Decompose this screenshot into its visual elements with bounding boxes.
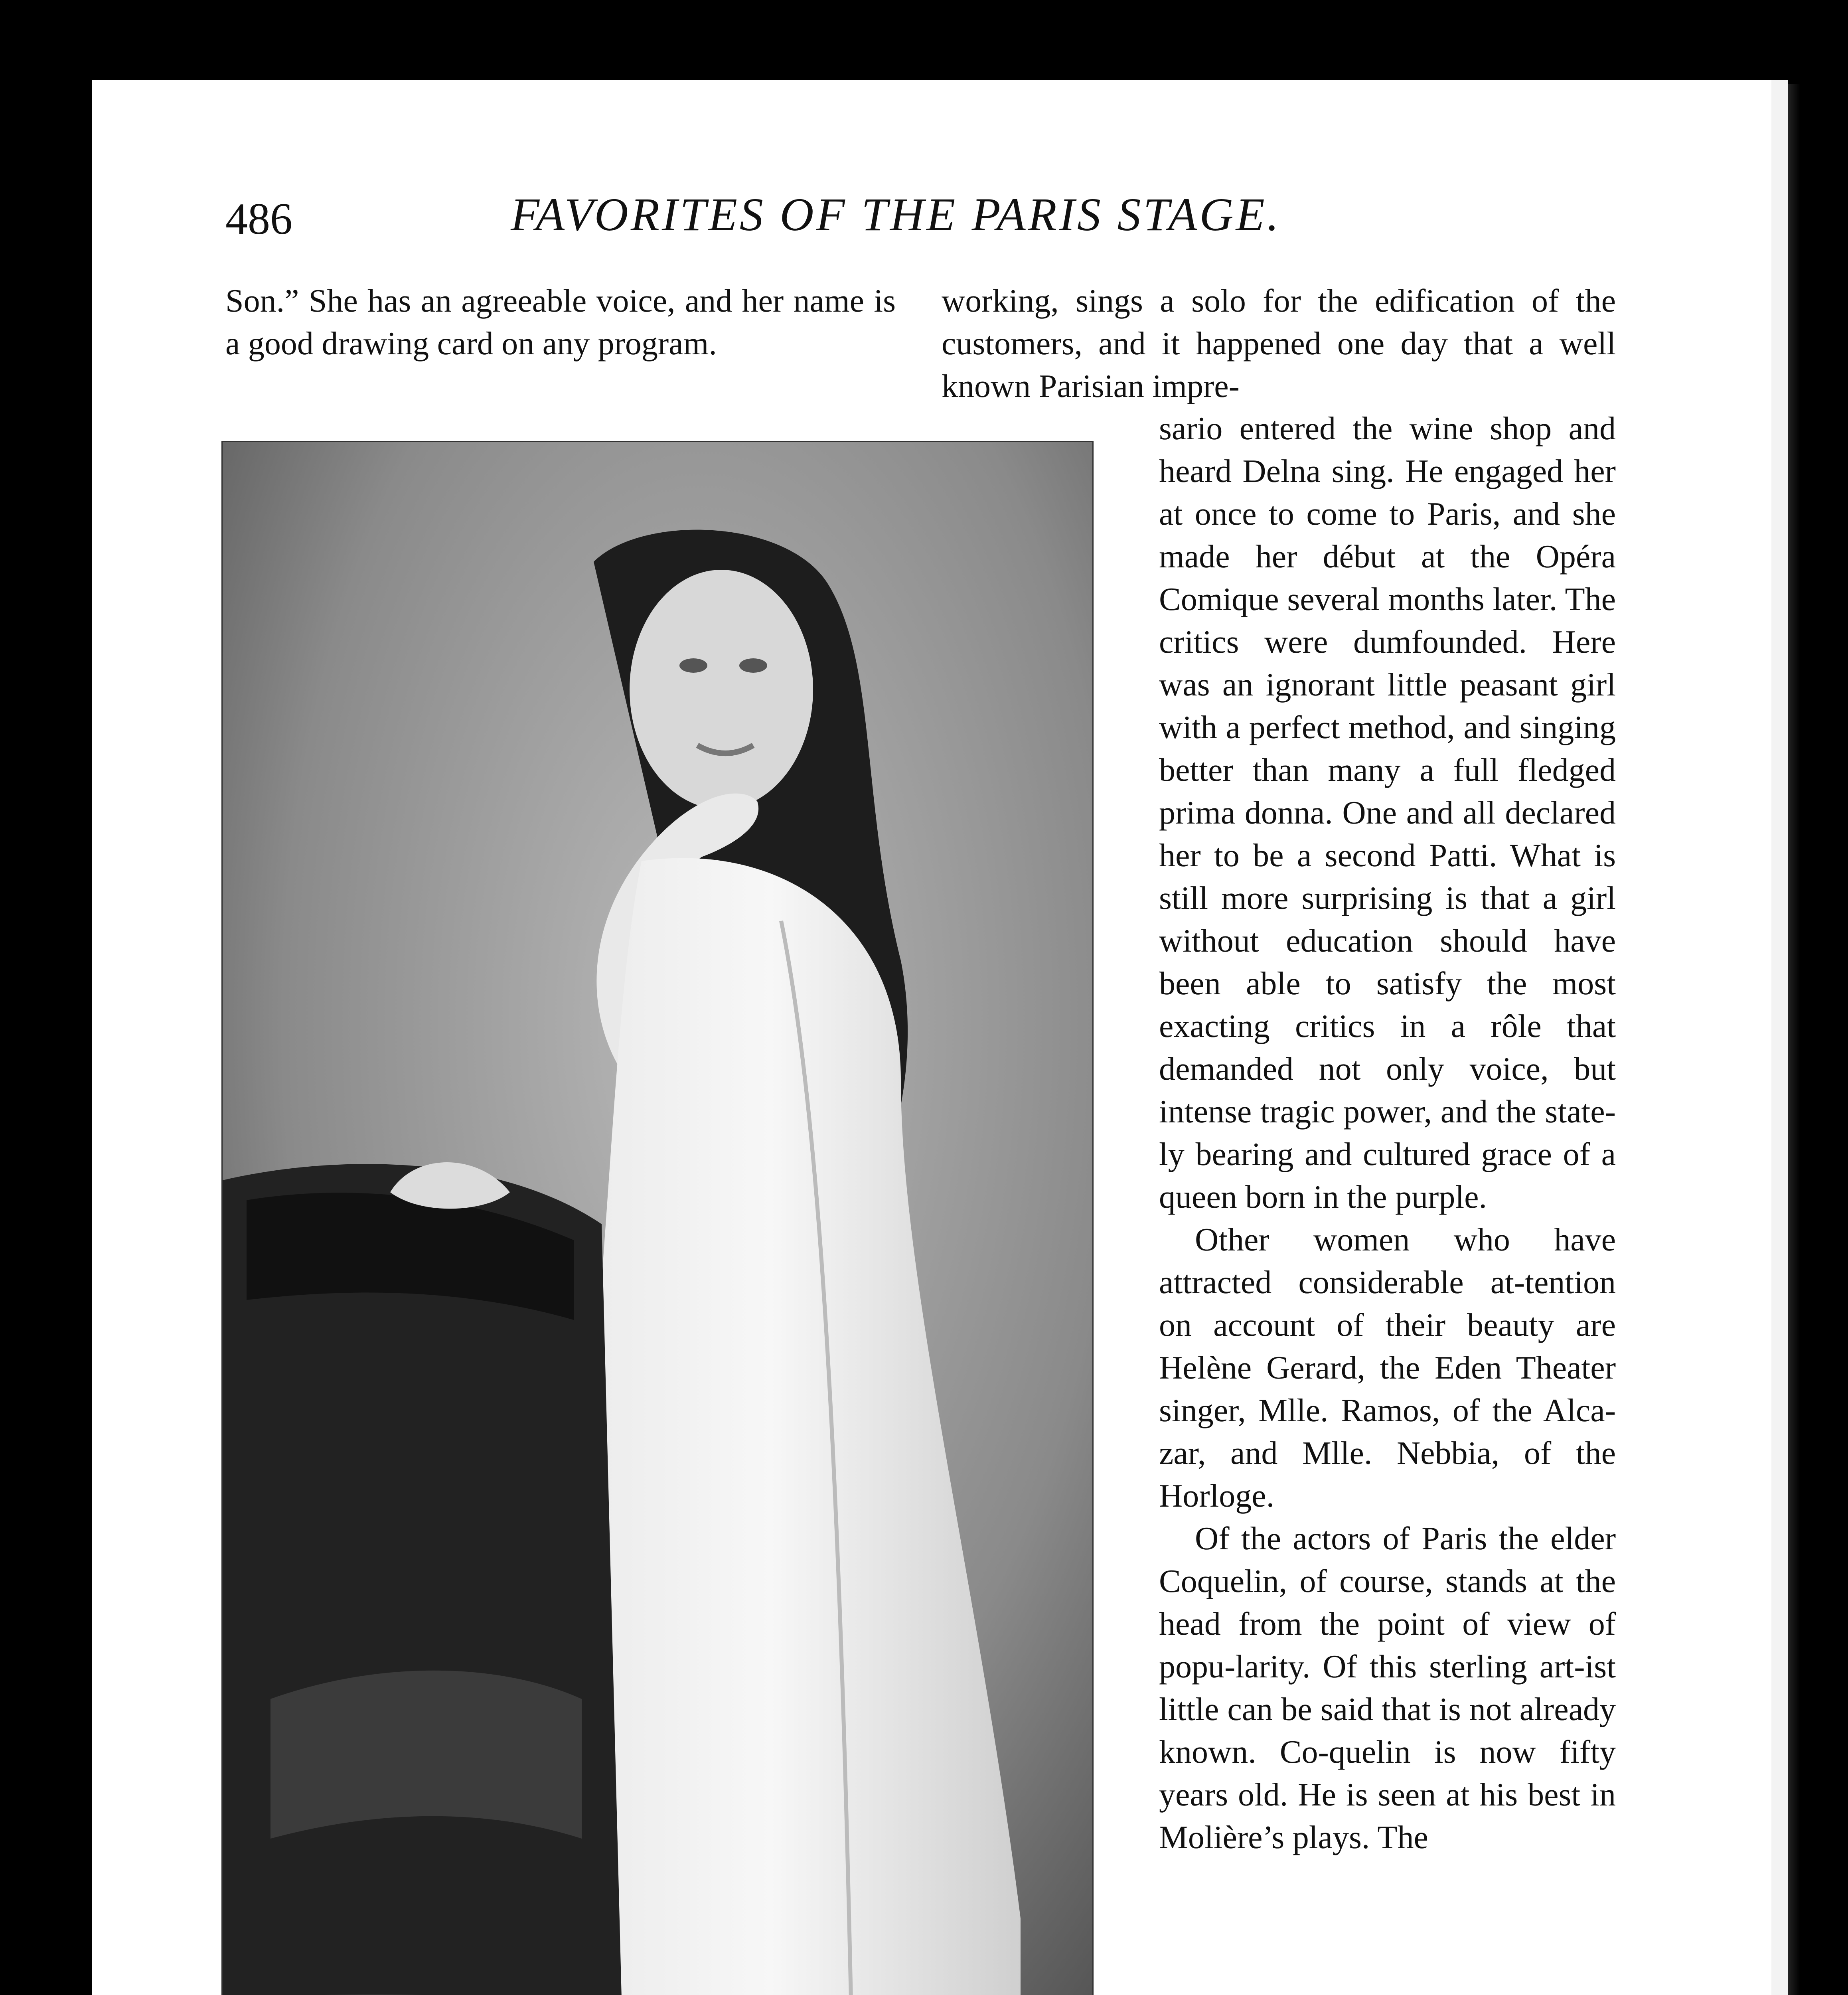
paragraph: Son.” She has an agreeable voice, and her name is a good drawing card on any program.	[225, 282, 896, 361]
paragraph: sario entered the wine shop and heard Delna sing. He engaged her at once to come to Paris, and she made her début at the Opéra Comique several months later. The critics were dumfounded. Here was an ignorant little peasant girl with a perfect method, and singing better than many a full fledged prima donna. One and all declared her to be a second Patti. What is still more surprising is that a girl without education should have been able to satisfy the most exacting critics in a rôle that demanded not only voice, but intense tragic power, and the state-ly bearing and cultured grace of a queen born in the purple.	[1159, 410, 1616, 1215]
right-column-top	[942, 279, 1616, 407]
paragraph: Of the actors of Paris the elder Coquelin, of course, stands at the head from the point of view of popu-larity. Of this sterling art-ist little can be said that is not already known. Co-quelin is now fifty years old. He is seen at his best in Molière’s plays. The	[1159, 1520, 1616, 1855]
left-column-top	[225, 279, 896, 365]
page-number: 486	[225, 194, 292, 244]
woman-in-white-dress-photo	[223, 442, 1092, 1995]
portrait-photo	[221, 441, 1094, 1995]
paragraph: Other women who have attracted considerable at-tention on account of their beauty are Helène Gerard, the Eden Theater singer, Mlle. Ramos, of the Alca-zar, and Mlle. Nebbia, of the Horloge.	[1159, 1221, 1616, 1514]
book-spine	[1788, 84, 1800, 1995]
page-right-edge	[1771, 80, 1788, 1995]
right-column-beside-photo	[1159, 407, 1616, 1859]
running-title: FAVORITES OF THE PARIS STAGE.	[511, 188, 1281, 241]
paragraph: working, sings a solo for the edification of the customers, and it happened one day that a well known Parisian impre-	[942, 282, 1616, 404]
